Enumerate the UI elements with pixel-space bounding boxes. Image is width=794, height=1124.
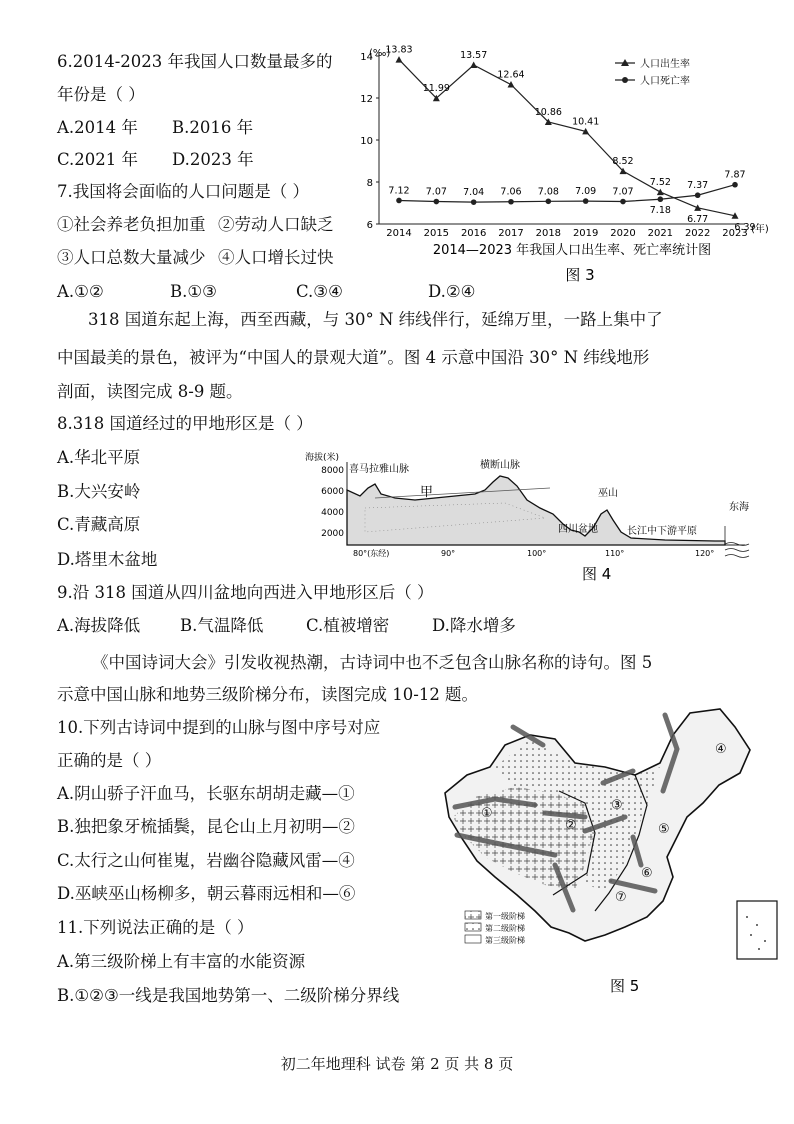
marker-3: ③ [611, 798, 623, 813]
death-rate-point [732, 182, 738, 188]
x-tick-label: 2023 [722, 228, 748, 239]
birth-rate-label: 10.86 [534, 106, 562, 118]
q8-stem: 8.318 国道经过的甲地形区是（ ） [57, 414, 313, 433]
y-tick: 6000 [321, 487, 344, 497]
q6-option-c[interactable]: C.2021 年 [57, 150, 139, 169]
x-tick: 110° [605, 549, 625, 558]
q6-option-a[interactable]: A.2014 年 [57, 118, 138, 137]
legend-step-3: 第三级阶梯 [485, 936, 525, 945]
figure-5-caption: 图 5 [610, 977, 640, 995]
death-rate-point [546, 199, 552, 205]
q6-option-d[interactable]: D.2023 年 [172, 150, 254, 169]
q10-stem: 10.下列古诗词中提到的山脉与图中序号对应 [57, 718, 381, 737]
figure-3-caption: 图 3 [565, 266, 595, 284]
death-rate-point [620, 199, 626, 205]
y-tick: 8000 [321, 466, 344, 476]
q7-stem: 7.我国将会面临的人口问题是（ ） [57, 182, 309, 201]
q8-option-d[interactable]: D.塔里木盆地 [57, 550, 158, 569]
death-rate-point [695, 192, 701, 198]
label-yangtze-plain: 长江中下游平原 [627, 526, 697, 537]
q6-stem: 6.2014-2023 年我国人口数量最多的 [57, 52, 333, 71]
y-tick-label: 12 [360, 94, 373, 105]
figure-4-profile [305, 448, 765, 588]
q7-item: ④人口增长过快 [218, 248, 334, 267]
q9-option-c[interactable]: C.植被增密 [306, 616, 390, 635]
marker-1: ① [481, 806, 493, 821]
x-tick-label: 2020 [610, 228, 636, 239]
x-tick: 80°(东经) [353, 549, 390, 558]
altitude-axis-title: 海拔(米) [305, 453, 340, 463]
y-tick: 2000 [321, 529, 344, 539]
south-sea-inset [737, 901, 777, 959]
label-himalaya: 喜马拉雅山脉 [349, 464, 409, 475]
birth-rate-label: 13.57 [460, 50, 488, 62]
birth-rate-label: 7.52 [649, 177, 671, 189]
birth-rate-label: 12.64 [497, 69, 525, 81]
death-rate-label: 7.07 [425, 186, 447, 198]
passage-318-line: 中国最美的景色，被评为“中国人的景观大道”。图 4 示意中国沿 30° N 纬线地形 [57, 348, 650, 367]
figure-5-map [435, 705, 785, 1005]
label-jia: 甲 [420, 485, 434, 500]
passage-318-line: 剖面，读图完成 8-9 题。 [57, 382, 243, 401]
y-tick-label: 8 [366, 178, 373, 189]
death-rate-label: 7.06 [500, 186, 522, 198]
q10-option-d[interactable]: D.巫峡巫山杨柳多，朝云暮雨远相和—⑥ [57, 884, 356, 903]
marker-5: ⑤ [658, 822, 670, 837]
legend-birth-rate: 人口出生率 [640, 59, 690, 70]
death-rate-label: 7.37 [687, 180, 709, 192]
chart-legend [615, 57, 690, 87]
marker-6: ⑥ [641, 866, 653, 881]
q7-item: ②劳动人口缺乏 [218, 215, 334, 234]
q7-option-a[interactable]: A.①② [57, 282, 104, 301]
label-wushan: 巫山 [598, 488, 618, 499]
figure-4-caption: 图 4 [582, 565, 612, 583]
legend-step-1: 第一级阶梯 [485, 912, 525, 921]
birth-rate-point [470, 62, 477, 69]
q11-option-b[interactable]: B.①②③一线是我国地势第一、二级阶梯分界线 [57, 986, 400, 1005]
x-tick-label: 2015 [423, 228, 450, 239]
passage-poetry-line: 《中国诗词大会》引发收视热潮，古诗词中也不乏包含山脉名称的诗句。图 5 [92, 653, 653, 672]
birth-rate-label: 13.83 [385, 44, 413, 56]
label-sichuan-basin: 四川盆地 [558, 524, 598, 535]
q7-option-c[interactable]: C.③④ [296, 282, 343, 301]
death-rate-label: 7.08 [537, 186, 559, 198]
birth-rate-point [508, 81, 515, 88]
x-tick: 120° [695, 549, 715, 558]
q8-option-a[interactable]: A.华北平原 [57, 448, 141, 467]
q9-stem: 9.沿 318 国道从四川盆地向西进入甲地形区后（ ） [57, 583, 434, 602]
x-axis-unit: (年) [751, 224, 769, 235]
x-tick-label: 2021 [647, 228, 674, 239]
x-tick-label: 2016 [460, 228, 487, 239]
figure-3-chart [357, 42, 777, 287]
death-rate-point [471, 199, 477, 205]
q9-option-d[interactable]: D.降水增多 [432, 616, 516, 635]
y-tick-label: 10 [360, 136, 373, 147]
death-rate-label: 7.87 [724, 169, 746, 181]
passage-318-line: 318 国道东起上海，西至西藏，与 30° N 纬线伴行，延绵万里，一路上集中了 [88, 310, 663, 329]
x-tick: 90° [441, 549, 456, 558]
marker-4: ④ [715, 742, 727, 757]
label-east-sea: 东海 [729, 502, 749, 513]
q7-option-b[interactable]: B.①③ [170, 282, 217, 301]
q7-option-d[interactable]: D.②④ [428, 282, 476, 301]
q10-stem: 正确的是（ ） [57, 751, 162, 770]
birth-rate-label: 11.99 [422, 83, 450, 95]
x-tick-label: 2014 [386, 228, 412, 239]
x-tick: 100° [527, 549, 547, 558]
death-rate-point [658, 196, 664, 202]
passage-poetry-line: 示意中国山脉和地势三级阶梯分布，读图完成 10-12 题。 [57, 685, 479, 704]
q8-option-b[interactable]: B.大兴安岭 [57, 482, 141, 501]
death-rate-point [508, 199, 514, 205]
q11-option-a[interactable]: A.第三级阶梯上有丰富的水能资源 [57, 952, 306, 971]
marker-2: ② [565, 818, 577, 833]
y-axis-unit: (‰) [369, 48, 391, 59]
death-rate-point [583, 198, 589, 204]
death-rate-point [396, 198, 402, 204]
death-rate-label: 7.18 [649, 205, 671, 217]
y-tick-label: 14 [360, 52, 373, 63]
q9-option-a[interactable]: A.海拔降低 [57, 616, 141, 635]
x-tick-label: 2017 [498, 228, 524, 239]
legend-step-2: 第二级阶梯 [485, 924, 525, 933]
q7-item: ①社会养老负担加重 [57, 215, 206, 234]
x-tick-label: 2018 [535, 228, 562, 239]
death-rate-label: 7.09 [575, 186, 597, 198]
q10-option-b[interactable]: B.独把象牙梳插鬓，昆仑山上月初明—② [57, 817, 355, 836]
death-rate-point [434, 199, 440, 205]
q11-stem: 11.下列说法正确的是（ ） [57, 918, 254, 937]
q6-option-b[interactable]: B.2016 年 [172, 118, 254, 137]
legend-death-rate: 人口死亡率 [640, 76, 690, 87]
birth-rate-label: 6.77 [687, 213, 709, 225]
q7-item: ③人口总数大量减少 [57, 248, 206, 267]
death-rate-label: 7.12 [388, 185, 410, 197]
step-legend [465, 911, 525, 945]
q6-stem: 年份是（ ） [57, 85, 145, 104]
q9-option-b[interactable]: B.气温降低 [180, 616, 264, 635]
x-tick-label: 2022 [684, 228, 711, 239]
series-line-death-rate [399, 185, 735, 202]
birth-rate-point [396, 56, 403, 63]
chart-title: 2014—2023 年我国人口出生率、死亡率统计图 [432, 243, 712, 258]
marker-7: ⑦ [615, 890, 627, 905]
birth-rate-label: 10.41 [572, 116, 600, 128]
x-tick-label: 2019 [572, 228, 599, 239]
y-tick: 4000 [321, 508, 344, 518]
death-rate-label: 7.07 [612, 186, 634, 198]
q10-option-c[interactable]: C.太行之山何崔嵬，岩幽谷隐藏风雷—④ [57, 851, 355, 870]
q8-option-c[interactable]: C.青藏高原 [57, 515, 141, 534]
label-hengduan: 横断山脉 [480, 460, 520, 471]
birth-rate-label: 6.39 [734, 221, 756, 233]
death-rate-label: 7.04 [463, 187, 485, 199]
birth-rate-label: 8.52 [612, 156, 634, 168]
page-footer: 初二年地理科 试卷 第 2 页 共 8 页 [280, 1055, 514, 1073]
birth-rate-point [657, 189, 664, 196]
q10-option-a[interactable]: A.阴山骄子汗血马，长驱东胡胡走藏—① [57, 784, 355, 803]
y-tick-label: 6 [366, 220, 373, 231]
birth-rate-point [694, 204, 701, 211]
